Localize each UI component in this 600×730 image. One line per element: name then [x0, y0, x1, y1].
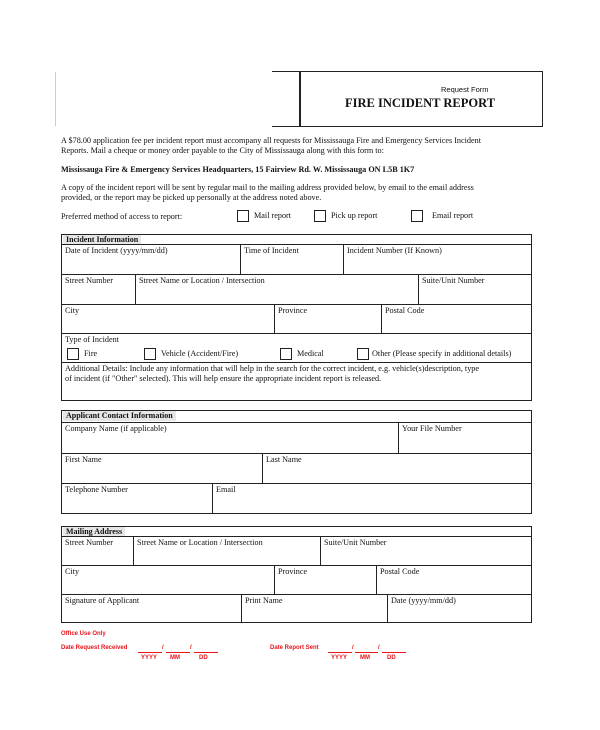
office-use-title: Office Use Only [61, 631, 106, 637]
type-other[interactable] [357, 348, 511, 360]
date-of-incident-field[interactable]: Date of Incident (yyyy/mm/dd) [62, 244, 240, 274]
print-name-field[interactable]: Print Name [241, 594, 387, 622]
sent-dd-line[interactable] [382, 652, 406, 653]
email-field[interactable]: Email [212, 483, 531, 513]
postal-code-field[interactable]: Postal Code [381, 304, 531, 333]
dd-label: DD [199, 655, 208, 661]
option-label: Email report [432, 211, 474, 220]
mm-label: MM [360, 655, 370, 661]
section-title: Applicant Contact Information [63, 411, 176, 421]
yyyy-label: YYYY [141, 655, 158, 661]
telephone-field[interactable]: Telephone Number [62, 483, 212, 513]
type-medical[interactable] [280, 348, 324, 360]
checkbox[interactable] [411, 210, 423, 222]
mail-street-name-field[interactable]: Street Name or Location / Intersection [133, 536, 320, 565]
first-name-field[interactable]: First Name [62, 453, 262, 483]
dd-label: DD [387, 655, 396, 661]
signature-date-field[interactable]: Date (yyyy/mm/dd) [387, 594, 531, 622]
option-label: Fire [84, 349, 98, 358]
type-fire[interactable] [67, 348, 97, 360]
slash: / [162, 645, 164, 651]
suite-field[interactable]: Suite/Unit Number [418, 274, 531, 304]
checkbox[interactable] [67, 348, 79, 360]
checkbox[interactable] [280, 348, 292, 360]
header-left-rule [55, 72, 56, 126]
access-option-email[interactable] [411, 209, 473, 223]
access-option-mail[interactable] [237, 209, 291, 223]
copy-text: provided, or the report may be picked up personally at the address noted above. [61, 193, 322, 202]
checkbox[interactable] [357, 348, 369, 360]
province-field[interactable]: Province [274, 304, 381, 333]
option-label: Medical [297, 349, 324, 358]
option-label: Vehicle (Accident/Fire) [161, 349, 239, 358]
street-name-field[interactable]: Street Name or Location / Intersection [135, 274, 418, 304]
company-name-field[interactable]: Company Name (if applicable) [62, 422, 398, 453]
details-text: of incident (if "Other" selected). This will help ensure the appropriate incident report is released. [65, 374, 382, 383]
slash: / [352, 645, 354, 651]
slash: / [190, 645, 192, 651]
option-label: Mail report [254, 211, 292, 220]
header-subtitle: Request Form [441, 85, 489, 94]
street-number-field[interactable]: Street Number [62, 274, 135, 304]
received-dd-line[interactable] [194, 652, 218, 653]
checkbox[interactable] [314, 210, 326, 222]
city-field[interactable]: City [62, 304, 274, 333]
yyyy-label: YYYY [331, 655, 348, 661]
slash: / [378, 645, 380, 651]
time-of-incident-field[interactable]: Time of Incident [240, 244, 343, 274]
access-option-pickup[interactable] [314, 209, 377, 223]
type-label: Type of Incident [65, 335, 119, 344]
date-sent-label: Date Report Sent [270, 645, 319, 651]
mail-street-number-field[interactable]: Street Number [62, 536, 133, 565]
fee-text: A $78.00 application fee per incident report must accompany all requests for Mississauga Fire and Emergency Services Incident [61, 136, 482, 145]
date-received-label: Date Request Received [61, 645, 128, 651]
mm-label: MM [170, 655, 180, 661]
type-vehicle[interactable] [144, 348, 238, 360]
option-label: Pick up report [331, 211, 378, 220]
page-title: FIRE INCIDENT REPORT [345, 96, 496, 110]
section-title: Mailing Address [63, 527, 125, 537]
copy-text: A copy of the incident report will be sent by regular mail to the mailing address provided below, by email to the email address [61, 183, 474, 192]
header-divider [299, 71, 301, 127]
checkbox[interactable] [144, 348, 156, 360]
fee-text: Reports. Mail a cheque or money order payable to the City of Mississauga along with this form to: [61, 146, 384, 155]
received-mm-line[interactable] [166, 652, 190, 653]
additional-details-field[interactable] [62, 362, 531, 400]
hq-address: Mississauga Fire & Emergency Services Headquarters, 15 Fairview Rd. W. Mississauga ON L5B 1K7 [61, 165, 415, 174]
sent-yyyy-line[interactable] [328, 652, 352, 653]
access-label: Preferred method of access to report: [61, 212, 183, 221]
mail-province-field[interactable]: Province [274, 565, 376, 594]
section-title: Incident Information [63, 235, 141, 245]
mail-city-field[interactable]: City [62, 565, 274, 594]
incident-number-field[interactable]: Incident Number (If Known) [343, 244, 531, 274]
option-label: Other (Please specify in additional details) [372, 349, 512, 358]
signature-field[interactable]: Signature of Applicant [62, 594, 241, 622]
mail-postal-field[interactable]: Postal Code [376, 565, 531, 594]
sent-mm-line[interactable] [355, 652, 378, 653]
last-name-field[interactable]: Last Name [262, 453, 531, 483]
mail-suite-field[interactable]: Suite/Unit Number [320, 536, 531, 565]
file-number-field[interactable]: Your File Number [398, 422, 531, 453]
details-text: Additional Details: Include any information that will help in the search for the correct incident, e.g. vehicle(s)description, type [65, 364, 480, 373]
checkbox[interactable] [237, 210, 249, 222]
received-yyyy-line[interactable] [138, 652, 162, 653]
